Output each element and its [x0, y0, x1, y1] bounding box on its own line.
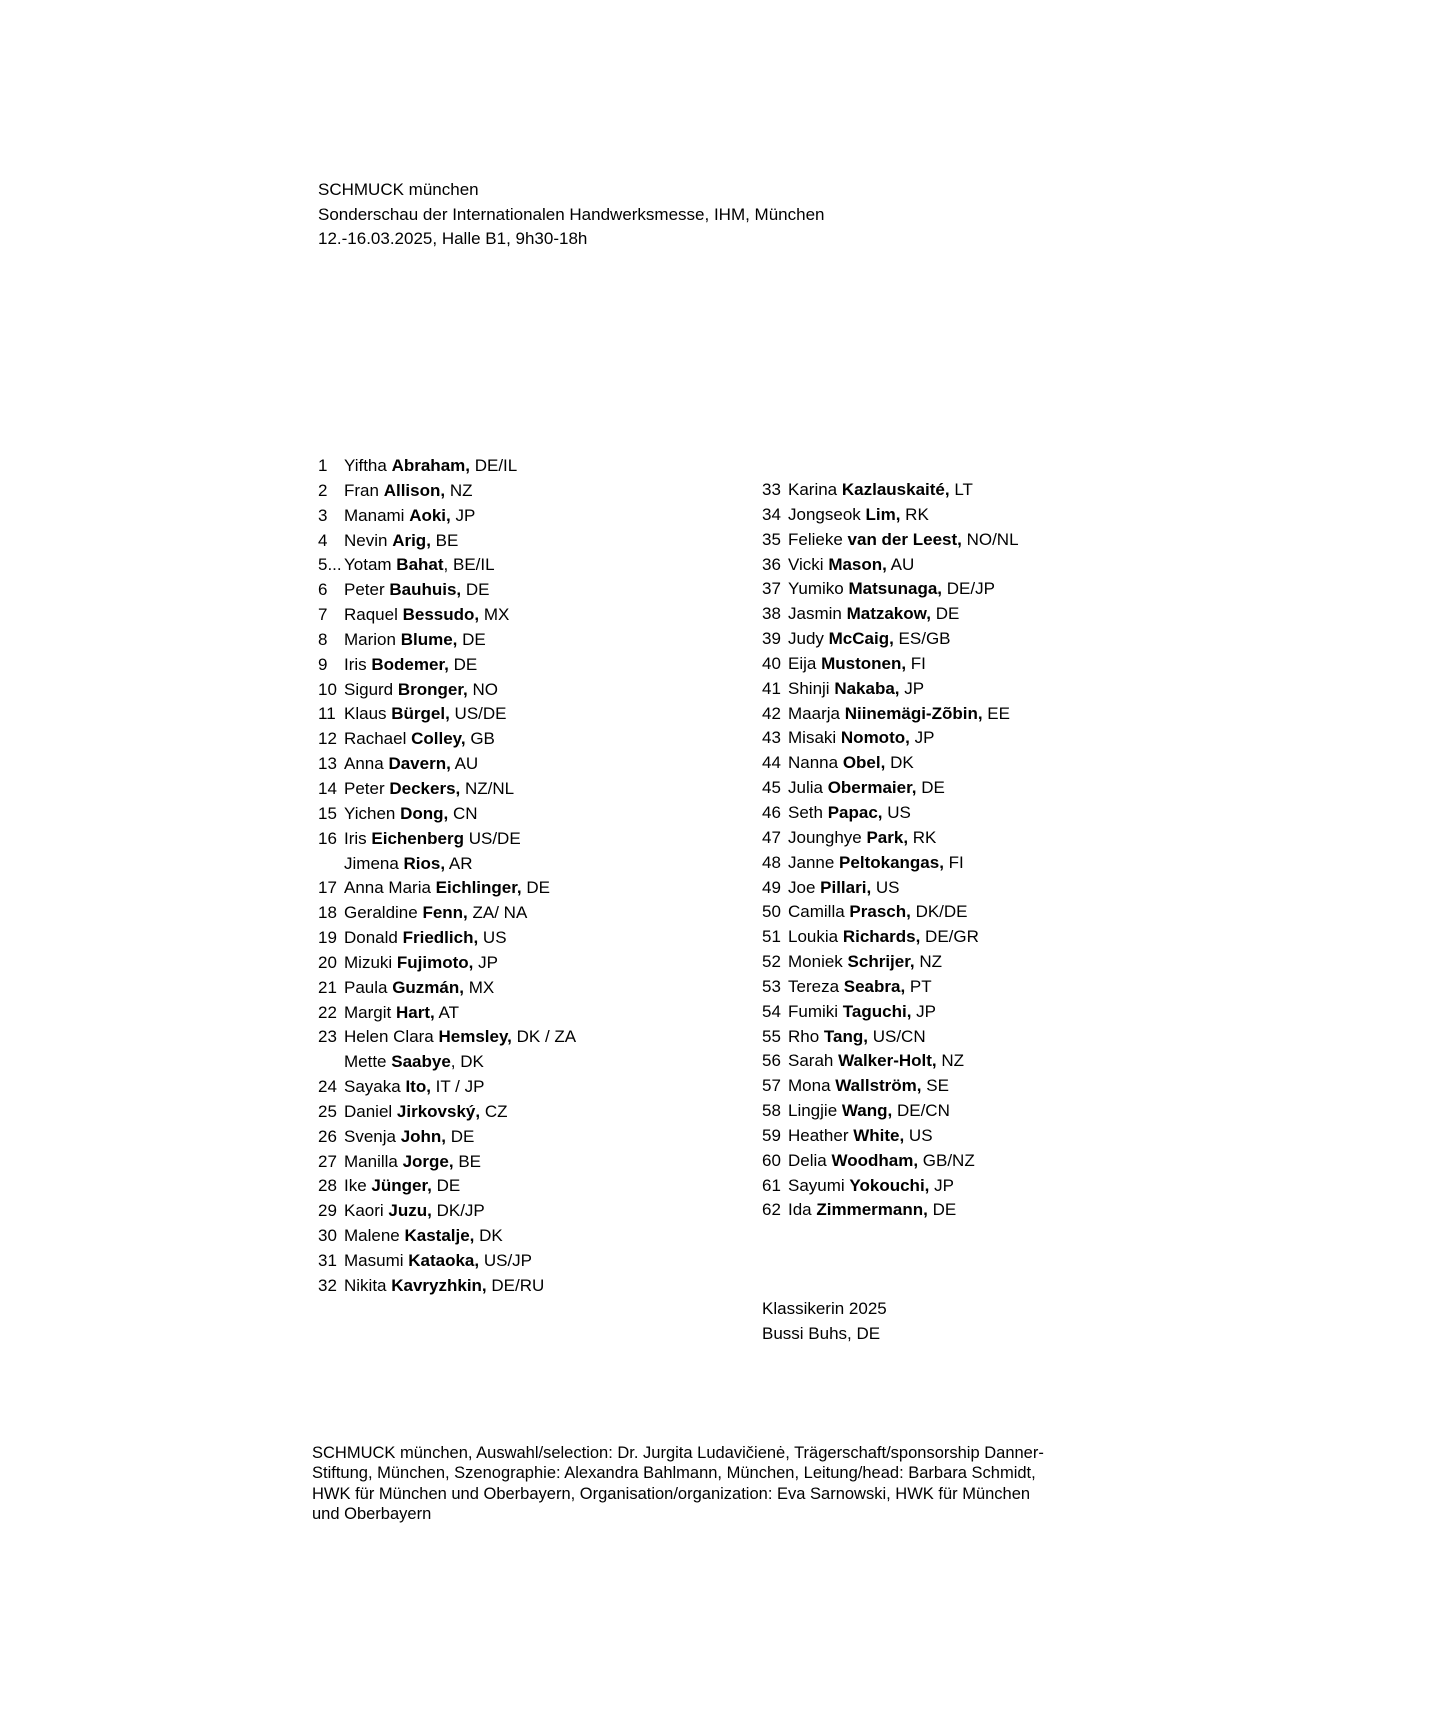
exhibitor-number: 34	[762, 504, 781, 524]
exhibitor-row	[762, 577, 1019, 602]
footer-line: Stiftung, München, Szenographie: Alexandra Bahlmann, München, Leitung/head: Barbara Schmidt,	[312, 1464, 1036, 1483]
exhibitor-list-left-column	[318, 454, 576, 1299]
exhibitor-name: Eija Mustonen, FI	[788, 653, 926, 673]
exhibitor-name: Iris Bodemer, DE	[344, 654, 478, 674]
exhibitor-row	[318, 1125, 576, 1150]
exhibitor-name: Svenja John, DE	[344, 1126, 475, 1146]
exhibitor-name: Lingjie Wang, DE/CN	[788, 1101, 950, 1121]
footer-line: SCHMUCK münchen, Auswahl/selection: Dr. Jurgita Ludavičienė, Trägerschaft/sponsorship Danner-	[312, 1444, 1044, 1462]
document-footer	[312, 1443, 1044, 1524]
exhibitor-number: 18	[318, 903, 337, 923]
exhibitor-number: 12	[318, 729, 337, 749]
exhibitor-number: 32	[318, 1275, 337, 1295]
exhibitor-name: Felieke van der Leest, NO/NL	[788, 529, 1019, 549]
header-date-location: 12.-16.03.2025, Halle B1, 9h30-18h	[318, 229, 588, 248]
exhibitor-number: 56	[762, 1051, 781, 1071]
exhibitor-number: 58	[762, 1101, 781, 1121]
exhibitor-row	[318, 752, 576, 777]
exhibitor-number: 42	[762, 703, 781, 723]
exhibitor-number: 46	[762, 802, 781, 822]
exhibitor-name: Mizuki Fujimoto, JP	[344, 952, 498, 972]
exhibitor-number: 20	[318, 952, 337, 972]
exhibitor-name: Anna Maria Eichlinger, DE	[344, 878, 550, 898]
exhibitor-number: 21	[318, 977, 337, 997]
exhibitor-row	[318, 1249, 576, 1274]
exhibitor-number: 16	[318, 828, 337, 848]
exhibitor-row	[318, 976, 576, 1001]
exhibitor-name: Jongseok Lim, RK	[788, 504, 929, 524]
exhibitor-name: Kaori Juzu, DK/JP	[344, 1201, 485, 1221]
exhibitor-number: 43	[762, 728, 781, 748]
exhibitor-number: 26	[318, 1126, 337, 1146]
exhibitor-row	[762, 702, 1019, 727]
exhibitor-number: 35	[762, 529, 781, 549]
exhibitor-row	[318, 628, 576, 653]
exhibitor-name: Daniel Jirkovský, CZ	[344, 1101, 508, 1121]
exhibitor-row	[318, 1075, 576, 1100]
exhibitor-name: Yumiko Matsunaga, DE/JP	[788, 579, 995, 599]
exhibitor-row	[762, 1124, 1019, 1149]
exhibitor-number: 3	[318, 505, 328, 525]
exhibitor-name: Geraldine Fenn, ZA/ NA	[344, 903, 528, 923]
exhibitor-name: Misaki Nomoto, JP	[788, 728, 935, 748]
exhibitor-number: 25	[318, 1101, 337, 1121]
exhibitor-row	[762, 1099, 1019, 1124]
exhibitor-row	[762, 801, 1019, 826]
exhibitor-name: Malene Kastalje, DK	[344, 1226, 503, 1246]
exhibitor-name: Anna Davern, AU	[344, 754, 479, 774]
exhibitor-row	[318, 852, 576, 877]
exhibitor-row	[318, 802, 576, 827]
exhibitor-number: 48	[762, 852, 781, 872]
exhibitor-name: Peter Bauhuis, DE	[344, 580, 490, 600]
exhibitor-name: Nevin Arig, BE	[344, 530, 459, 550]
exhibitor-name: Margit Hart, AT	[344, 1002, 459, 1022]
exhibitor-number: 6	[318, 580, 328, 600]
exhibitor-number: 13	[318, 754, 337, 774]
exhibitor-number: 9	[318, 654, 328, 674]
exhibitor-number: 41	[762, 678, 781, 698]
exhibitor-row	[762, 1174, 1019, 1199]
exhibitor-name: Sigurd Bronger, NO	[344, 679, 499, 699]
exhibitor-row	[318, 827, 576, 852]
exhibitor-number: 1	[318, 456, 328, 475]
exhibitor-number: 40	[762, 653, 781, 673]
exhibitor-name: Mette Saabye, DK	[344, 1052, 484, 1072]
exhibitor-row	[762, 851, 1019, 876]
exhibitor-name: Sarah Walker-Holt, NZ	[788, 1051, 965, 1071]
exhibitor-name: Ike Jünger, DE	[344, 1176, 461, 1196]
exhibitor-row	[318, 653, 576, 678]
exhibitor-name: Raquel Bessudo, MX	[344, 605, 510, 625]
exhibitor-name: Jasmin Matzakow, DE	[788, 604, 960, 624]
exhibitor-number: 60	[762, 1150, 781, 1170]
exhibitor-row	[318, 504, 576, 529]
exhibitor-name: Peter Deckers, NZ/NL	[344, 778, 515, 798]
exhibitor-name: Vicki Mason, AU	[788, 554, 915, 574]
exhibitor-row	[318, 454, 576, 479]
exhibitor-name: Paula Guzmán, MX	[344, 977, 495, 997]
exhibitor-number: 31	[318, 1251, 337, 1270]
exhibitor-number: 57	[762, 1076, 781, 1096]
exhibitor-row	[762, 925, 1019, 950]
exhibitor-name: Fumiki Taguchi, JP	[788, 1001, 936, 1021]
exhibitor-row	[762, 751, 1019, 776]
exhibitor-number: 33	[762, 480, 781, 499]
exhibitor-name: Jimena Rios, AR	[344, 853, 473, 873]
exhibitor-name: Yichen Dong, CN	[344, 803, 478, 823]
exhibitor-row	[762, 528, 1019, 553]
exhibitor-number: 37	[762, 579, 781, 599]
exhibitor-number: 51	[762, 927, 781, 947]
exhibitor-name: Joe Pillari, US	[788, 877, 900, 897]
exhibitor-row	[762, 900, 1019, 925]
exhibitor-number: 27	[318, 1151, 337, 1171]
header-title: SCHMUCK münchen	[318, 180, 479, 199]
exhibitor-name: Yiftha Abraham, DE/IL	[344, 456, 518, 475]
exhibitor-row	[318, 876, 576, 901]
exhibitor-row	[762, 726, 1019, 751]
footer-line: und Oberbayern	[312, 1504, 432, 1523]
exhibitor-number: 54	[762, 1001, 781, 1021]
exhibitor-row	[762, 950, 1019, 975]
exhibitor-name: Shinji Nakaba, JP	[788, 678, 925, 698]
exhibitor-row	[762, 1074, 1019, 1099]
exhibitor-name: Sayaka Ito, IT / JP	[344, 1077, 485, 1097]
exhibitor-number: 52	[762, 952, 781, 972]
exhibitor-number: 19	[318, 928, 337, 948]
exhibitor-number: 62	[762, 1200, 781, 1220]
exhibitor-number: 23	[318, 1027, 337, 1047]
exhibitor-row	[318, 553, 576, 578]
exhibitor-row	[762, 1000, 1019, 1025]
exhibitor-number: 36	[762, 554, 781, 574]
exhibitor-row	[318, 727, 576, 752]
exhibitor-number: 38	[762, 604, 781, 624]
exhibitor-row	[762, 503, 1019, 528]
exhibitor-number: 11	[318, 704, 336, 724]
exhibitor-number: 29	[318, 1201, 337, 1221]
footer-line: HWK für München und Oberbayern, Organisation/organization: Eva Sarnowski, HWK für München	[312, 1484, 1031, 1503]
exhibitor-name: Helen Clara Hemsley, DK / ZA	[344, 1027, 577, 1047]
exhibitor-row	[762, 478, 1019, 503]
exhibitor-row	[762, 826, 1019, 851]
exhibitor-number: 45	[762, 778, 781, 798]
exhibitor-name: Manami Aoki, JP	[344, 505, 476, 525]
exhibitor-row	[318, 1025, 576, 1050]
exhibitor-number: 49	[762, 877, 781, 897]
exhibitor-number: 50	[762, 902, 781, 922]
exhibitor-list-right-column	[762, 478, 1019, 1223]
exhibitor-number: 39	[762, 629, 781, 649]
exhibitor-row	[318, 1174, 576, 1199]
exhibitor-row	[318, 603, 576, 628]
exhibitor-number: 8	[318, 629, 328, 649]
exhibitor-number: 4	[318, 530, 328, 550]
exhibitor-name: Jounghye Park, RK	[788, 827, 937, 847]
exhibitor-row	[762, 652, 1019, 677]
klassikerin-title: Klassikerin 2025	[762, 1299, 887, 1318]
exhibitor-name: Judy McCaig, ES/GB	[788, 629, 951, 649]
exhibitor-number: 17	[318, 878, 337, 898]
exhibitor-name: Yotam Bahat, BE/IL	[344, 555, 495, 575]
exhibitor-name: Manilla Jorge, BE	[344, 1151, 482, 1171]
exhibitor-name: Mona Wallström, SE	[788, 1076, 949, 1096]
exhibitor-name: Camilla Prasch, DK/DE	[788, 902, 968, 922]
exhibitor-number: 47	[762, 827, 781, 847]
exhibitor-name: Marion Blume, DE	[344, 629, 486, 649]
klassikerin-note	[762, 1296, 887, 1346]
exhibitor-name: Klaus Bürgel, US/DE	[344, 704, 507, 724]
header-subtitle: Sonderschau der Internationalen Handwerksmesse, IHM, München	[318, 204, 825, 224]
exhibitor-number: 30	[318, 1226, 337, 1246]
exhibitor-name: Donald Friedlich, US	[344, 928, 507, 948]
exhibitor-number: 24	[318, 1077, 337, 1097]
exhibitor-name: Sayumi Yokouchi, JP	[788, 1175, 954, 1195]
exhibitor-number: 53	[762, 976, 781, 996]
exhibitor-row	[318, 1050, 576, 1075]
exhibitor-row	[318, 1150, 576, 1175]
exhibitor-number: 61	[762, 1175, 781, 1195]
exhibitor-row	[318, 951, 576, 976]
exhibitor-row	[318, 578, 576, 603]
exhibitor-row	[762, 975, 1019, 1000]
exhibitor-row	[318, 901, 576, 926]
exhibitor-row	[318, 1224, 576, 1249]
exhibitor-name: Nanna Obel, DK	[788, 753, 914, 773]
exhibitor-number: 2	[318, 480, 328, 500]
exhibitor-name: Iris Eichenberg US/DE	[344, 828, 521, 848]
exhibitor-name: Karina Kazlauskaité, LT	[788, 480, 973, 499]
exhibitor-number: 22	[318, 1002, 337, 1022]
exhibitor-number: 44	[762, 753, 781, 773]
exhibitor-name: Janne Peltokangas, FI	[788, 852, 964, 872]
exhibitor-name: Heather White, US	[788, 1125, 933, 1145]
exhibitor-number: 5...	[318, 555, 342, 575]
exhibitor-row	[762, 553, 1019, 578]
exhibitor-row	[762, 627, 1019, 652]
exhibitor-name: Ida Zimmermann, DE	[788, 1200, 957, 1220]
exhibitor-row	[318, 1199, 576, 1224]
exhibitor-row	[762, 776, 1019, 801]
exhibitor-number: 7	[318, 605, 328, 625]
exhibitor-row	[762, 602, 1019, 627]
exhibitor-number: 55	[762, 1026, 781, 1046]
exhibitor-name: Seth Papac, US	[788, 802, 911, 822]
exhibitor-name: Nikita Kavryzhkin, DE/RU	[344, 1275, 545, 1295]
exhibitor-row	[762, 876, 1019, 901]
exhibitor-row	[762, 1025, 1019, 1050]
exhibitor-number: 15	[318, 803, 337, 823]
exhibitor-row	[762, 1198, 1019, 1223]
exhibitor-number: 28	[318, 1176, 337, 1196]
exhibitor-name: Delia Woodham, GB/NZ	[788, 1150, 975, 1170]
exhibitor-name: Masumi Kataoka, US/JP	[344, 1251, 533, 1270]
exhibitor-row	[318, 777, 576, 802]
exhibitor-name: Fran Allison, NZ	[344, 480, 473, 500]
exhibitor-row	[318, 1001, 576, 1026]
exhibitor-row	[318, 529, 576, 554]
exhibitor-row	[762, 1049, 1019, 1074]
exhibitor-row	[318, 926, 576, 951]
exhibitor-name: Rachael Colley, GB	[344, 729, 495, 749]
exhibitor-name: Julia Obermaier, DE	[788, 778, 945, 798]
exhibitor-row	[318, 702, 576, 727]
exhibitor-name: Moniek Schrijer, NZ	[788, 952, 943, 972]
exhibitor-row	[318, 678, 576, 703]
exhibitor-row	[318, 1100, 576, 1125]
exhibitor-row	[762, 1149, 1019, 1174]
klassikerin-name: Bussi Buhs, DE	[762, 1324, 881, 1343]
document-header	[318, 178, 825, 252]
exhibitor-number: 59	[762, 1125, 781, 1145]
exhibitor-row	[762, 677, 1019, 702]
exhibitor-name: Rho Tang, US/CN	[788, 1026, 926, 1046]
exhibitor-row	[318, 1274, 576, 1299]
exhibitor-number: 10	[318, 679, 337, 699]
exhibitor-number: 14	[318, 778, 337, 798]
exhibitor-row	[318, 479, 576, 504]
exhibitor-name: Loukia Richards, DE/GR	[788, 927, 979, 947]
exhibitor-name: Tereza Seabra, PT	[788, 976, 932, 996]
exhibitor-name: Maarja Niinemägi-Zõbin, EE	[788, 703, 1010, 723]
